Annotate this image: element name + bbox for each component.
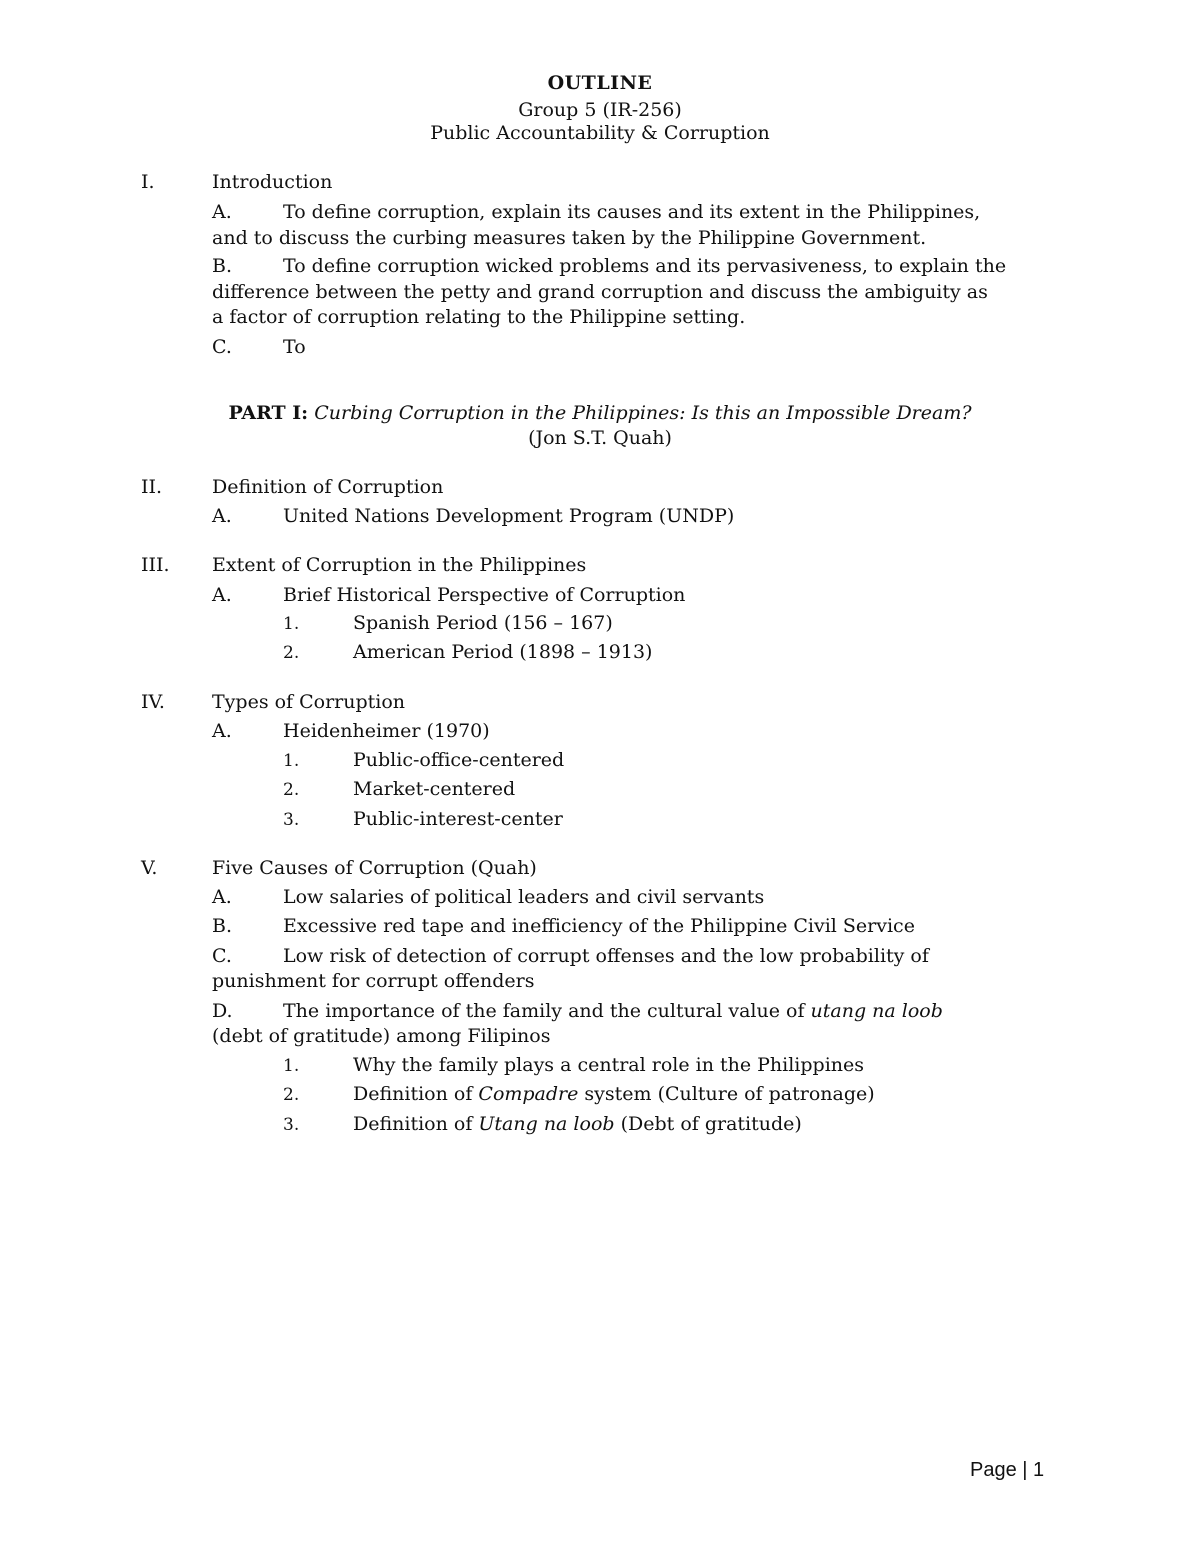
item-label: B.: [212, 255, 233, 277]
subitem-text-italic: Utang na loob: [478, 1113, 615, 1135]
item-text-italic: utang na loob: [810, 1000, 943, 1022]
item-label: A.: [212, 720, 232, 742]
subitem-label: 1.: [283, 751, 300, 771]
page-label: Page: [970, 1459, 1017, 1481]
item-label: B.: [212, 915, 233, 937]
item-text: To: [283, 336, 306, 358]
item-text-plain: The importance of the family and the cultural value of: [283, 1000, 811, 1022]
subitem-text: Public-office-centered: [353, 749, 565, 771]
item-text-continued: (debt of gratitude) among Filipinos: [212, 1025, 551, 1047]
item-label: A.: [212, 584, 232, 606]
subitem-text: [353, 1082, 875, 1107]
item-text-continued: difference between the petty and grand corruption and discuss the ambiguity as: [212, 281, 988, 303]
subitem-text: Spanish Period (156 – 167): [353, 612, 613, 634]
item-label: C.: [212, 945, 232, 967]
subitem-label: 3.: [283, 810, 300, 830]
subitem-text: Why the family plays a central role in the Philippines: [353, 1054, 865, 1076]
group-label: Group 5 (IR-256): [518, 99, 682, 121]
item-text: United Nations Development Program (UNDP): [283, 505, 735, 527]
item-text-continued: punishment for corrupt offenders: [212, 970, 535, 992]
item-text: [283, 999, 943, 1024]
item-label: C.: [212, 336, 232, 358]
subitem-text-italic: Compadre: [478, 1083, 579, 1105]
subitem-label: 1.: [283, 614, 300, 634]
item-text: Low risk of detection of corrupt offenses and the low probability of: [283, 945, 929, 967]
item-label: D.: [212, 1000, 233, 1022]
subitem-text-plain: Definition of: [353, 1113, 479, 1135]
item-text: Excessive red tape and inefficiency of the Philippine Civil Service: [283, 915, 915, 937]
section-heading: Extent of Corruption in the Philippines: [212, 554, 587, 576]
item-text-continued: and to discuss the curbing measures taken by the Philippine Government.: [212, 227, 927, 249]
page-footer: [970, 1459, 1044, 1482]
subitem-label: 2.: [283, 1085, 300, 1105]
part-label: PART I:: [228, 402, 309, 424]
item-text: Brief Historical Perspective of Corruption: [283, 584, 686, 606]
subitem-text-plain: Definition of: [353, 1083, 479, 1105]
part-heading: [0, 401, 1200, 425]
section-number: II.: [141, 476, 163, 498]
part-title: Curbing Corruption in the Philippines: Is this an Impossible Dream?: [314, 402, 972, 424]
item-text: Low salaries of political leaders and civil servants: [283, 886, 765, 908]
document-title: OUTLINE: [547, 72, 653, 94]
page-separator: |: [1022, 1459, 1028, 1481]
subitem-label: 2.: [283, 643, 300, 663]
item-label: A.: [212, 201, 232, 223]
subitem-text: Public-interest-center: [353, 808, 563, 830]
subitem-label: 1.: [283, 1056, 300, 1076]
section-number: I.: [141, 171, 155, 193]
subitem-text-plain: system (Culture of patronage): [578, 1083, 875, 1105]
page-number: 1: [1033, 1459, 1045, 1481]
item-text: To define corruption wicked problems and its pervasiveness, to explain the: [283, 255, 1007, 277]
section-number: IV.: [141, 691, 165, 713]
item-label: A.: [212, 505, 232, 527]
subitem-text: American Period (1898 – 1913): [353, 641, 653, 663]
item-text: To define corruption, explain its causes and its extent in the Philippines,: [283, 201, 981, 223]
section-heading: Introduction: [212, 171, 333, 193]
section-heading: Definition of Corruption: [212, 476, 444, 498]
section-number: III.: [141, 554, 170, 576]
subitem-text-plain: (Debt of gratitude): [614, 1113, 802, 1135]
section-heading: Five Causes of Corruption (Quah): [212, 857, 537, 879]
item-label: A.: [212, 886, 232, 908]
item-text: Heidenheimer (1970): [283, 720, 490, 742]
item-text-continued: a factor of corruption relating to the Philippine setting.: [212, 306, 746, 328]
subject-label: Public Accountability & Corruption: [430, 122, 770, 144]
section-number: V.: [141, 857, 158, 879]
subitem-label: 2.: [283, 780, 300, 800]
part-author: (Jon S.T. Quah): [528, 427, 672, 449]
section-heading: Types of Corruption: [212, 691, 406, 713]
subitem-text: Market-centered: [353, 778, 516, 800]
subitem-text: [353, 1112, 802, 1137]
subitem-label: 3.: [283, 1115, 300, 1135]
